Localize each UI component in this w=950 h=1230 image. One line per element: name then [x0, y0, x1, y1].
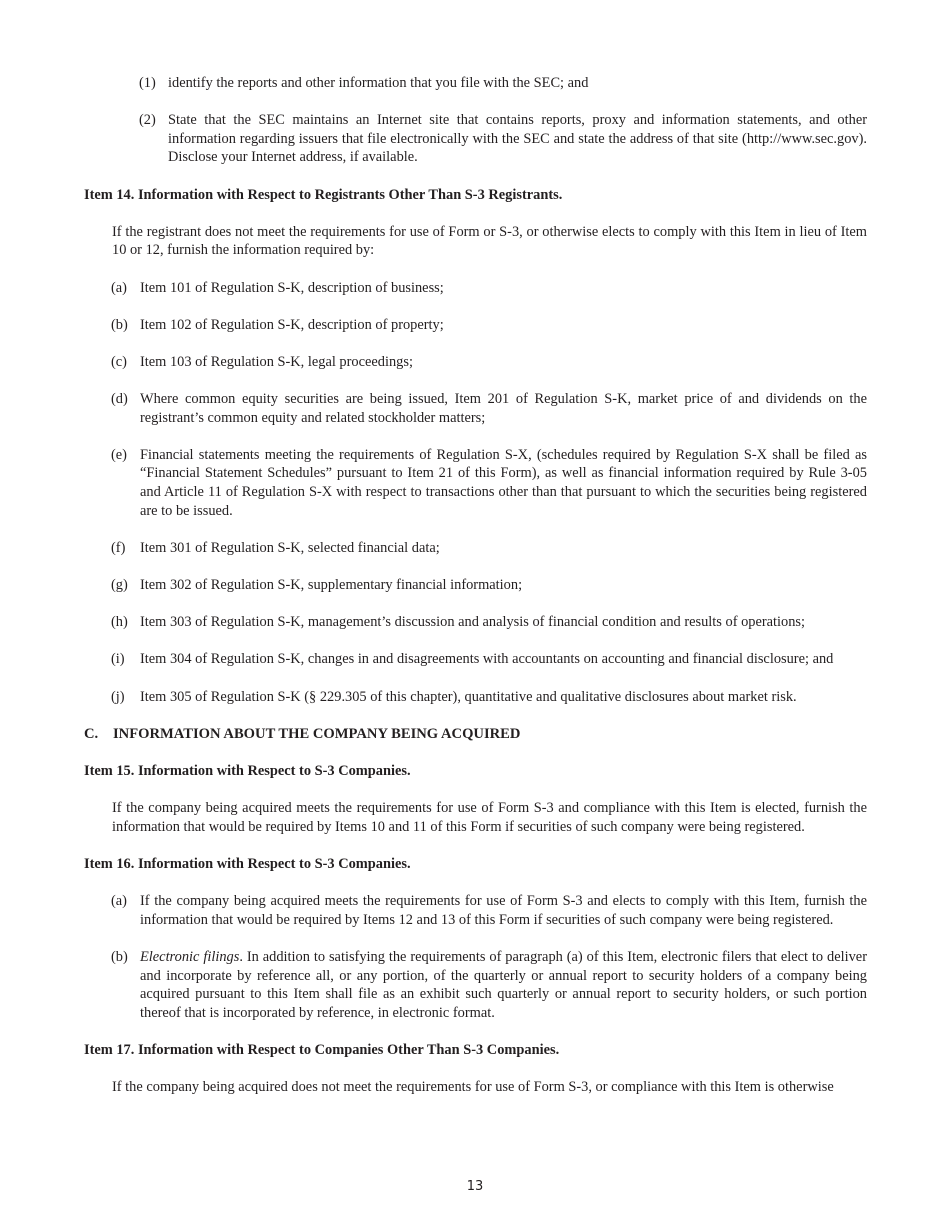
list-label: (f)	[111, 539, 126, 556]
list-item	[111, 613, 867, 632]
list-item	[111, 446, 867, 520]
list-item	[111, 892, 867, 929]
list-label: (i)	[111, 651, 125, 668]
list-text: Item 305 of Regulation S-K (§ 229.305 of this chapter), quantitative and qualitative disclosures about market risk.	[140, 688, 797, 705]
list-label: (b)	[111, 316, 128, 333]
list-item	[111, 576, 867, 595]
list-label: (h)	[111, 614, 128, 631]
list-label: (e)	[111, 446, 127, 463]
item-17-body: If the company being acquired does not meet the requirements for use of Form S-3, or compliance with this Item is otherwise	[112, 1079, 834, 1096]
list-item	[139, 74, 867, 93]
list-text: Item 103 of Regulation S-K, legal proceedings;	[140, 353, 413, 370]
list-text: Item 301 of Regulation S-K, selected financial data;	[140, 539, 440, 556]
page-number: 13	[466, 1179, 484, 1194]
list-text: Item 304 of Regulation S-K, changes in and disagreements with accountants on accounting and financial disclosure; and	[140, 651, 834, 668]
list-text: Where common equity securities are being issued, Item 201 of Regulation S-K, market price of and dividends on the registrant’s common equity and related stockholder matters;	[140, 391, 867, 426]
section-label: C.	[84, 725, 99, 742]
list-label: (2)	[139, 112, 156, 129]
list-text: Item 101 of Regulation S-K, description of business;	[140, 279, 444, 296]
item-14-heading: Item 14. Information with Respect to Registrants Other Than S-3 Registrants.	[84, 186, 563, 203]
list-label: (a)	[111, 279, 127, 296]
list-label: (d)	[111, 391, 128, 408]
list-text: Item 102 of Regulation S-K, description of property;	[140, 316, 444, 333]
list-text: Item 303 of Regulation S-K, management’s discussion and analysis of financial condition and results of operations;	[140, 614, 806, 631]
list-item	[139, 111, 867, 167]
item-16-heading: Item 16. Information with Respect to S-3 Companies.	[84, 855, 411, 872]
list-text: State that the SEC maintains an Internet site that contains reports, proxy and information statements, and other information regarding issuers that file electronically with the SEC and state the address of that site (http://www.sec.gov). Disclose your Internet address, if available.	[168, 112, 867, 166]
item-15-heading: Item 15. Information with Respect to S-3 Companies.	[84, 762, 411, 779]
list-text	[140, 948, 867, 1022]
electronic-filings-text: . In addition to satisfying the requirements of paragraph (a) of this Item, electronic filers that elect to deliver and incorporate by reference all, or any portion, of the quarterly or annual report to security holders of a company being acquired pursuant to this Item shall file as an exhibit such quarterly or annual report to security holders, or such portion thereof that is incorporated by reference, in electronic format.	[140, 948, 867, 1021]
item-14-intro: If the registrant does not meet the requirements for use of Form or S-3, or otherwise elects to comply with this Item in lieu of Item 10 or 12, furnish the information required by:	[112, 223, 867, 259]
document-page	[84, 74, 867, 1097]
list-item	[111, 688, 867, 707]
list-item	[111, 539, 867, 558]
list-label: (c)	[111, 353, 127, 370]
list-item	[111, 279, 867, 298]
list-label: (1)	[139, 75, 156, 91]
list-text: identify the reports and other information that you file with the SEC; and	[168, 75, 589, 91]
item-15-body: If the company being acquired meets the requirements for use of Form S-3 and compliance with this Item is elected, furnish the information that would be required by Items 10 and 11 of this Form if securities of such company were being registered.	[112, 800, 867, 835]
list-item	[111, 948, 867, 1022]
item-17-heading: Item 17. Information with Respect to Companies Other Than S-3 Companies.	[84, 1041, 560, 1058]
list-label: (g)	[111, 577, 128, 594]
list-item	[111, 390, 867, 427]
section-title: INFORMATION ABOUT THE COMPANY BEING ACQUIRED	[113, 725, 521, 742]
list-item	[111, 316, 867, 335]
list-item	[111, 353, 867, 372]
electronic-filings-title: Electronic filings	[140, 948, 240, 965]
list-text: Item 302 of Regulation S-K, supplementary financial information;	[140, 577, 523, 594]
list-label: (b)	[111, 948, 128, 965]
section-c-heading	[84, 725, 867, 744]
list-label: (j)	[111, 688, 125, 705]
list-text: Financial statements meeting the requirements of Regulation S-X, (schedules required by Regulation S-X shall be filed as “Financial Statement Schedules” pursuant to Item 21 of this Form), as well as financial information required by Rule 3-05 and Article 11 of Regulation S-X with respect to transactions other than that pursuant to which the securities being registered are to be issued.	[140, 446, 867, 519]
list-item	[111, 650, 867, 669]
list-label: (a)	[111, 893, 127, 910]
list-text: If the company being acquired meets the requirements for use of Form S-3 and elects to comply with this Item, furnish the information that would be required by Items 12 and 13 of this Form if securities of such company were being registered.	[140, 893, 867, 928]
